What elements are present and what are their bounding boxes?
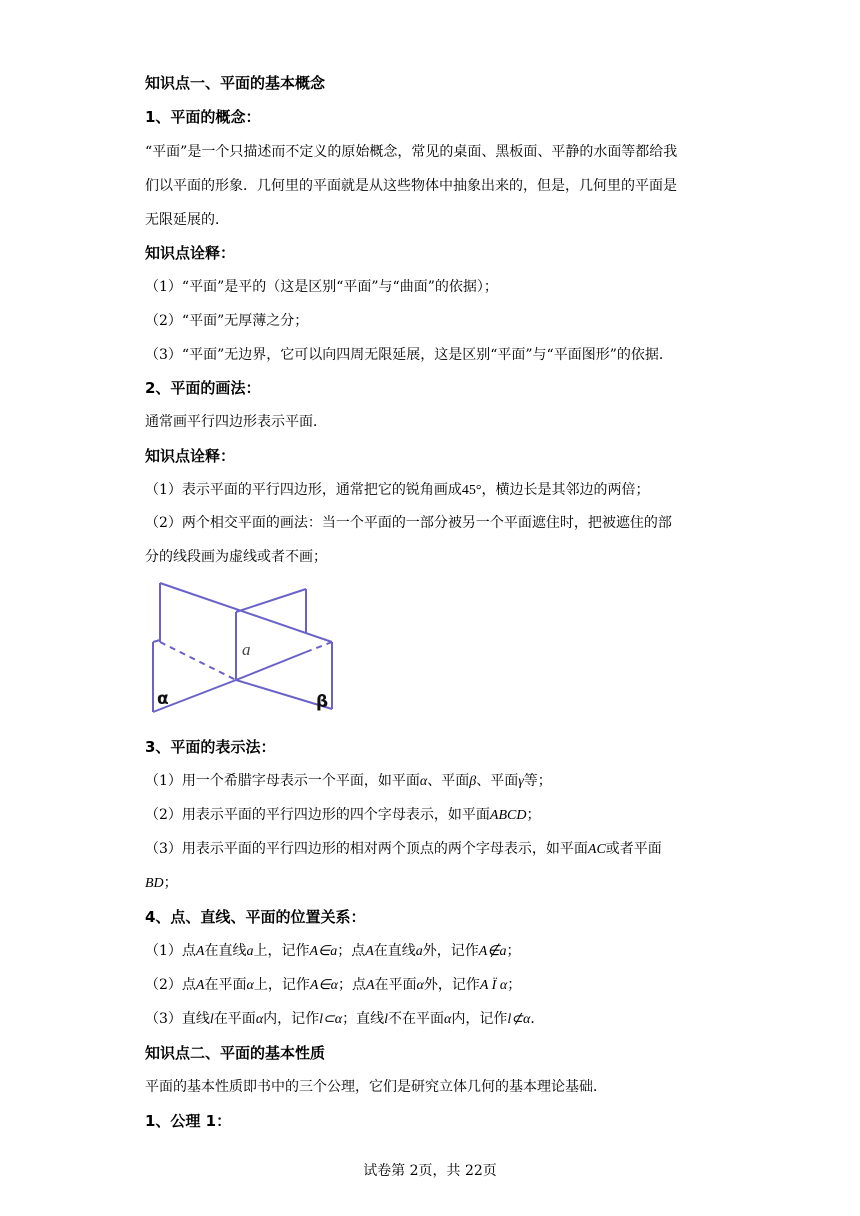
subsection-heading: 1、公理 1： [145, 1112, 232, 1130]
intersecting-planes-figure [148, 577, 338, 717]
list-item [145, 771, 552, 792]
section-heading: 知识点二、平面的基本性质 [145, 1044, 326, 1062]
text-span: 在直线 [373, 943, 416, 959]
text-span: ； [506, 943, 521, 959]
subsection-heading: 1、平面的概念： [145, 108, 261, 126]
text-span: ，横边长是其邻边的两倍； [481, 482, 650, 498]
text-span: 在平面 [374, 977, 417, 993]
note-heading: 知识点诠释： [145, 447, 236, 465]
text-span: 、平面 [427, 773, 470, 789]
angle-value: 45° [461, 483, 482, 498]
text-span: （2）用表示平面的平行四边形的四个字母表示，如平面 [145, 807, 490, 823]
paragraph-line: 通常画平行四边形表示平面． [145, 414, 327, 430]
math-symbol: l [209, 1012, 214, 1027]
text-span: 内，记作 [451, 1011, 508, 1027]
list-item [145, 975, 521, 996]
math-symbol: a [246, 944, 254, 959]
text-span: ；点 [337, 943, 366, 959]
list-item [145, 839, 662, 860]
math-symbol: α [416, 978, 424, 993]
math-symbol: α [444, 1012, 452, 1027]
list-item-continuation [145, 873, 178, 894]
list-item [145, 941, 521, 962]
plane-edge [236, 589, 306, 612]
text-span: 或者平面 [605, 841, 662, 857]
hidden-edge [160, 642, 236, 680]
text-span: 在平面 [213, 1011, 256, 1027]
text-span: 在直线 [204, 943, 247, 959]
text-span: （1）用一个希腊字母表示一个平面，如平面 [145, 773, 420, 789]
subsection-heading: 2、平面的画法： [145, 379, 261, 397]
note-item: （2）两个相交平面的画法：当一个平面的一部分被另一个平面遮住时，把被遮住的部 [145, 515, 672, 531]
note-item [145, 480, 650, 501]
math-symbol: A [195, 944, 205, 959]
text-span: 内，记作 [263, 1011, 320, 1027]
note-item: 分的线段画为虚线或者不画； [145, 549, 327, 565]
note-item: （1）“平面”是平的（这是区别“平面”与“曲面”的依据）； [145, 279, 498, 295]
text-span: ；点 [337, 977, 366, 993]
figure-label-a: a [242, 640, 251, 659]
math-symbol: l [384, 1012, 389, 1027]
math-relation: l⊄α [507, 1012, 531, 1027]
hidden-edge [306, 642, 332, 652]
math-relation: A Ï α [479, 978, 508, 993]
text-span: ；直线 [342, 1011, 385, 1027]
math-relation: l⊂α [319, 1012, 343, 1027]
text-span: 上，记作 [253, 977, 310, 993]
text-span: 、平面 [476, 773, 519, 789]
text-span: （1）点 [145, 943, 196, 959]
text-span: 外，记作 [423, 977, 480, 993]
math-relation: A∉a [478, 944, 507, 959]
text-span: 在平面 [204, 977, 247, 993]
page-footer: 试卷第 2页，共 22页 [363, 1163, 497, 1179]
math-relation: A∈α [309, 978, 338, 993]
subsection-heading: 3、平面的表示法： [145, 738, 276, 756]
text-span: 外，记作 [422, 943, 479, 959]
list-item [145, 805, 540, 826]
text-span: 不在平面 [388, 1011, 445, 1027]
text-span: ； [507, 977, 522, 993]
math-symbol: BD [145, 876, 164, 891]
text-span: （3）用表示平面的平行四边形的相对两个顶点的两个字母表示，如平面 [145, 841, 588, 857]
note-item: （2）“平面”无厚薄之分； [145, 313, 309, 329]
text-span: （1）表示平面的平行四边形，通常把它的锐角画成 [145, 482, 462, 498]
figure-label-alpha: α [157, 689, 169, 709]
math-symbol: AC [587, 842, 606, 857]
math-symbol: β [469, 774, 477, 789]
paragraph-line: “平面”是一个只描述而不定义的原始概念，常见的桌面、黑板面、平静的水面等都给我 [145, 144, 678, 160]
figure-label-beta: β [316, 692, 329, 712]
math-relation: A∈a [309, 944, 338, 959]
math-symbol: a [415, 944, 423, 959]
math-symbol: γ [518, 774, 524, 789]
paragraph-line: 们以平面的形象．几何里的平面就是从这些物体中抽象出来的，但是，几何里的平面是 [145, 178, 677, 194]
math-symbol: A [195, 978, 205, 993]
text-span: 等； [523, 773, 552, 789]
text-span: （3）直线 [145, 1011, 210, 1027]
note-heading: 知识点诠释： [145, 244, 236, 262]
paragraph-line: 无限延展的． [145, 212, 229, 228]
text-span: ； [163, 875, 178, 891]
text-span: ． [530, 1011, 545, 1027]
math-symbol: α [419, 774, 428, 789]
math-symbol: α [246, 978, 254, 993]
paragraph-line: 平面的基本性质即书中的三个公理，它们是研究立体几何的基本理论基础． [145, 1079, 607, 1095]
math-symbol: A [365, 944, 374, 959]
math-symbol: α [255, 1012, 264, 1027]
note-item: （3）“平面”无边界，它可以向四周无限延展，这是区别“平面”与“平面图形”的依据． [145, 347, 673, 363]
plane-edge [153, 640, 160, 642]
math-symbol: A [365, 978, 375, 993]
text-span: （2）点 [145, 977, 196, 993]
subsection-heading: 4、点、直线、平面的位置关系： [145, 908, 366, 926]
text-span: 上，记作 [253, 943, 310, 959]
text-span: ； [526, 807, 541, 823]
math-symbol: ABCD [489, 808, 527, 823]
list-item [145, 1009, 544, 1030]
section-heading: 知识点一、平面的基本概念 [145, 74, 326, 92]
